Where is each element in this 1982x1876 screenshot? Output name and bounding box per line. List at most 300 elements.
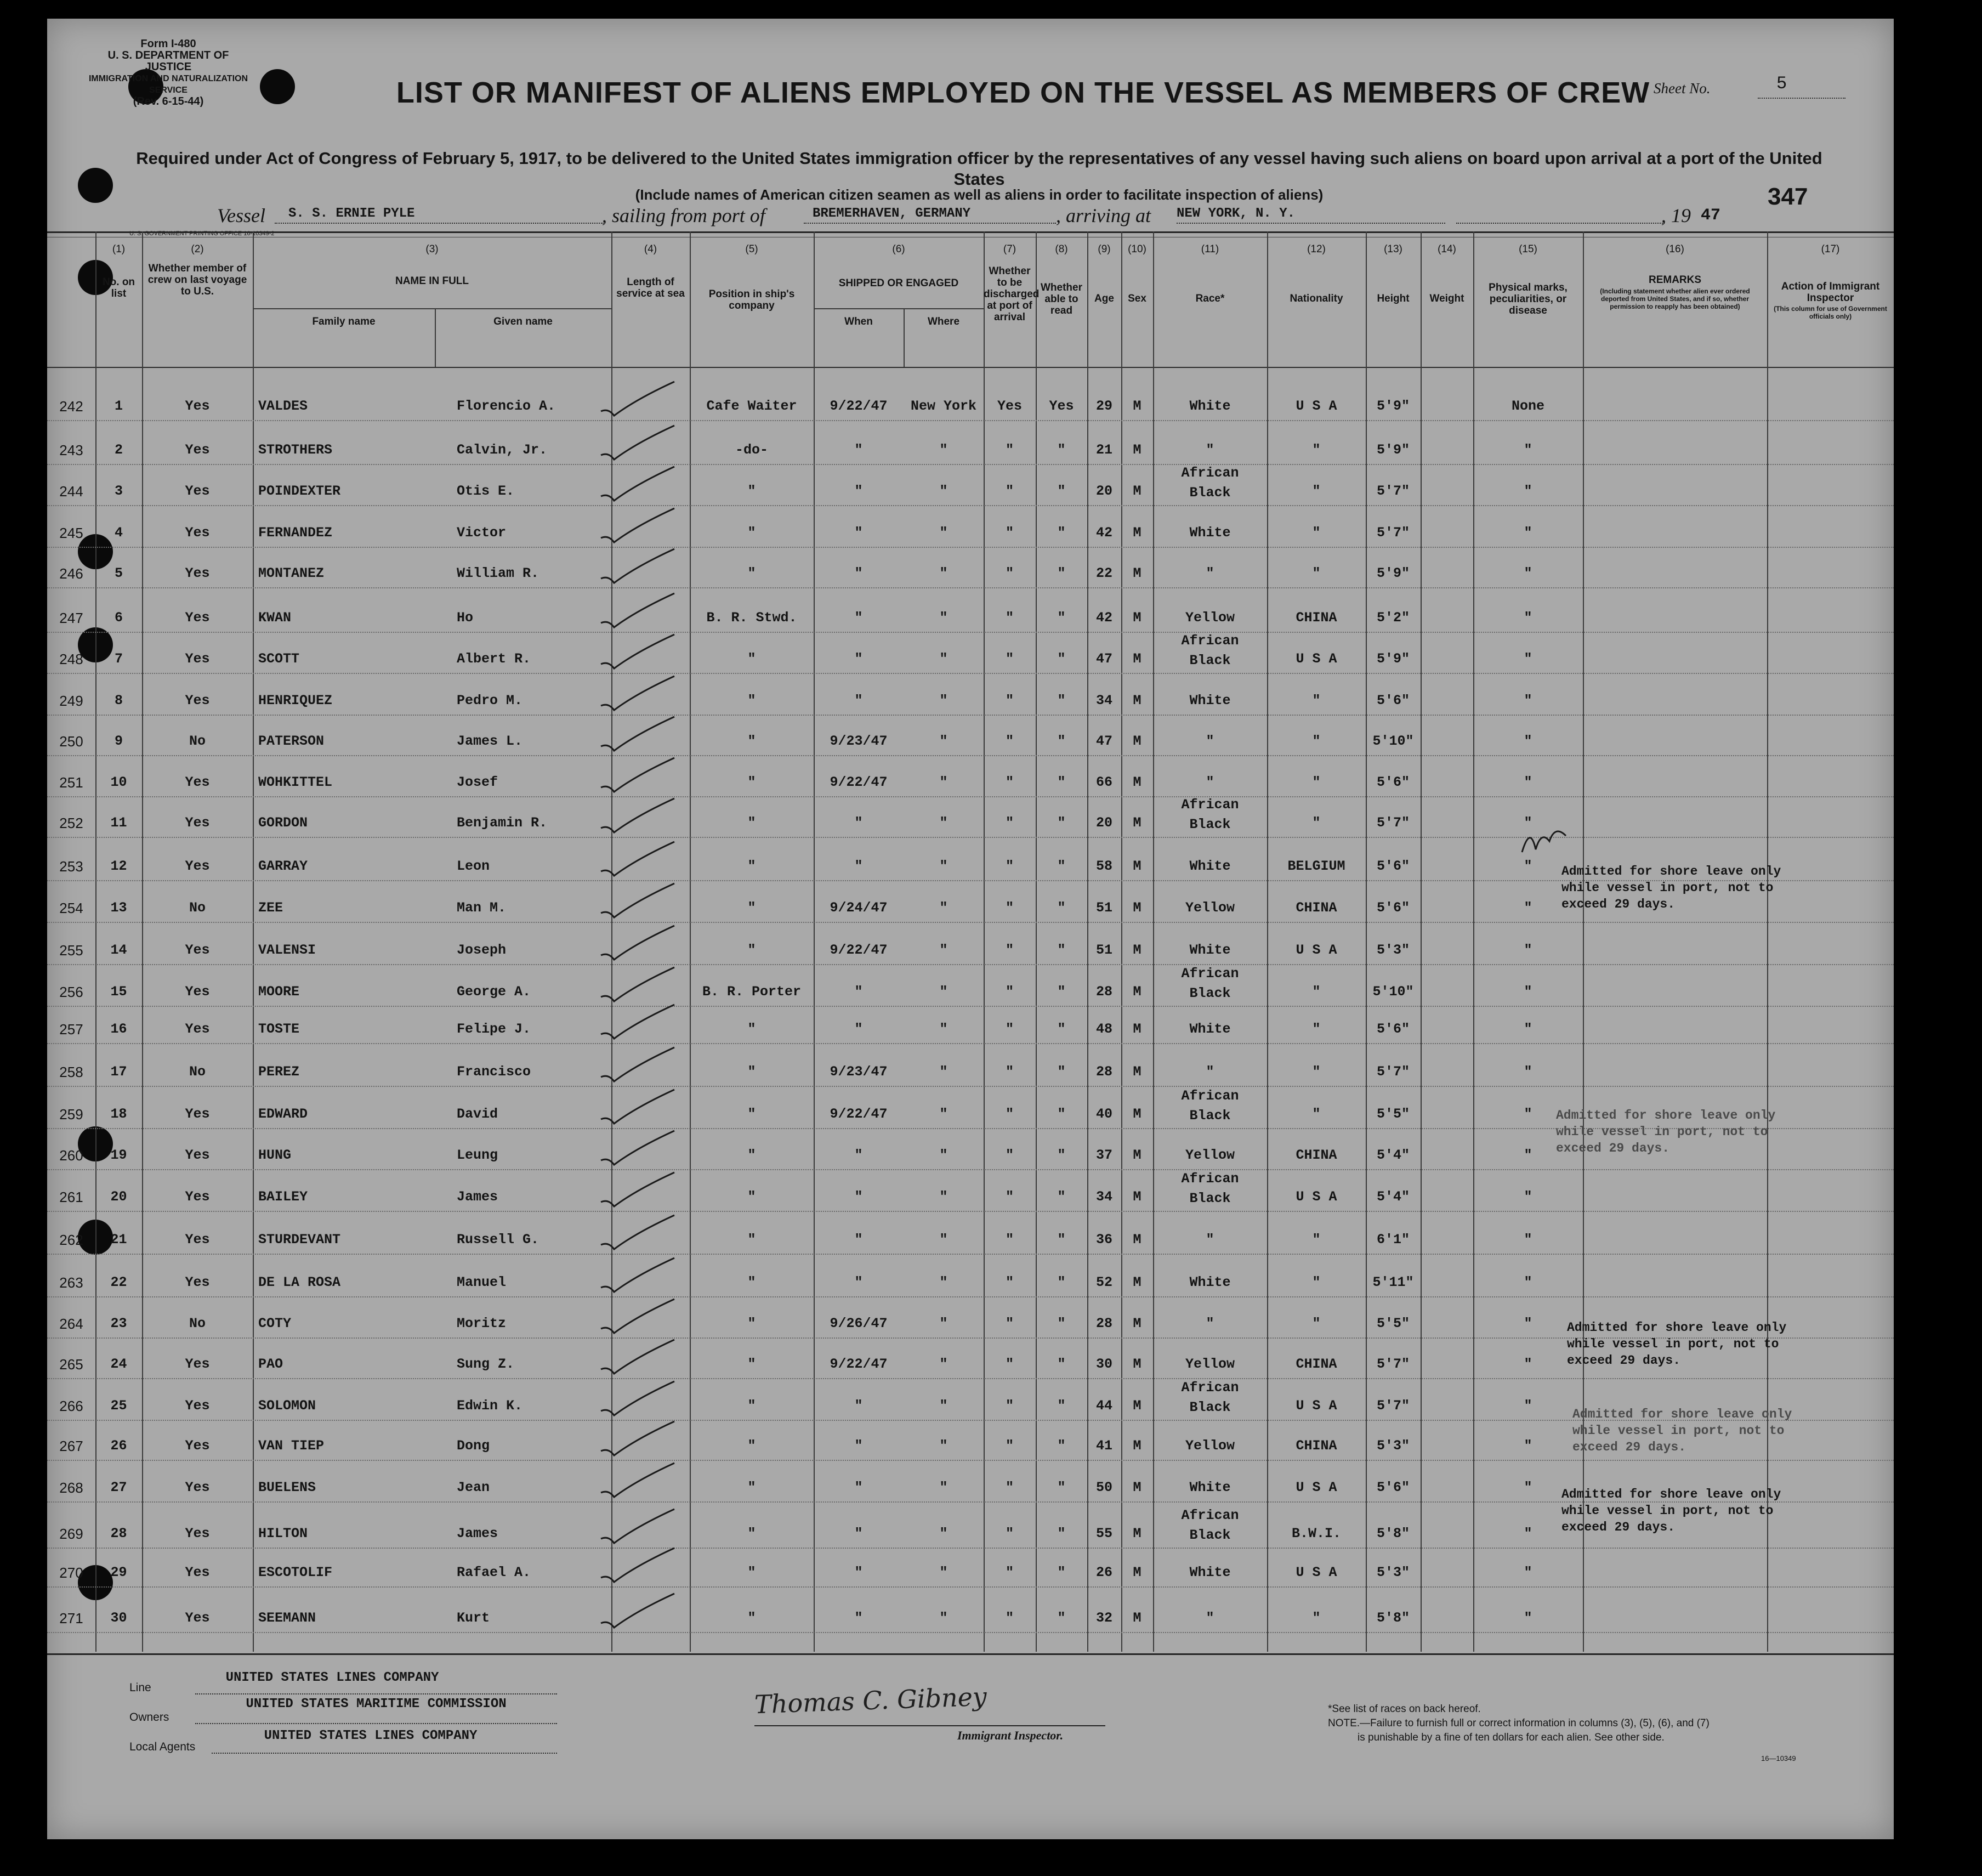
cell-age: 44 [1095,1398,1112,1414]
cell-sex: M [1133,1526,1142,1541]
cell-where: " [939,900,948,916]
page-title: LIST OR MANIFEST OF ALIENS EMPLOYED ON THE VESSEL AS MEMBERS OF CREW [396,76,1650,109]
column-header-c6a: When [844,316,873,327]
cell-family: DE LA ROSA [258,1274,341,1290]
cell-position: " [747,1356,756,1372]
cell-marks: " [1524,942,1532,958]
cell-no: 21 [110,1232,127,1248]
cell-given: James L. [457,733,523,749]
cell-sex: M [1133,858,1142,874]
cell-height: 5'7" [1376,525,1410,541]
cell-race: African Black [1181,797,1239,832]
cell-height: 5'8" [1376,1526,1410,1541]
cell-family: GORDON [258,815,308,831]
cell-where: " [939,1064,948,1080]
column-rule [253,231,254,1652]
cell-nationality: " [1312,442,1321,458]
cell-position: " [747,565,756,581]
check-mark-icon [598,504,680,551]
cell-marks: " [1524,1565,1532,1580]
cell-marks: " [1524,1064,1532,1080]
cell-family: ZEE [258,900,283,916]
cell-family: EDWARD [258,1106,308,1122]
cell-when: 9/22/47 [830,774,888,790]
cell-race: White [1189,1021,1231,1037]
cell-height: 5'6" [1376,774,1410,790]
cell-no: 16 [110,1021,127,1037]
cell-nationality: U S A [1296,1189,1337,1205]
column-number: (10) [1128,243,1146,255]
cell-position: " [747,1021,756,1037]
cell-no: 5 [114,565,123,581]
cell-crew: Yes [185,1106,210,1122]
cell-no: 22 [110,1274,127,1290]
cell-marks: " [1524,1021,1532,1037]
cell-race: Yellow [1185,1438,1235,1454]
cell-race: African Black [1181,1380,1239,1415]
column-rule [1421,231,1422,1652]
cell-family: FERNANDEZ [258,525,333,541]
cell-given: George A. [457,984,531,1000]
cell-nationality: U S A [1296,1565,1337,1580]
cell-read: " [1057,733,1066,749]
cell-no: 11 [110,815,127,831]
cell-height: 5'4" [1376,1147,1410,1163]
cell-read: " [1057,1147,1066,1163]
cell-race: White [1189,1274,1231,1290]
cell-when: " [854,565,863,581]
cell-position: " [747,693,756,709]
cell-race: " [1206,565,1214,581]
cell-family: PATERSON [258,733,325,749]
column-number: (4) [644,243,657,255]
column-number: (11) [1201,243,1219,255]
cell-marks: " [1524,1232,1532,1248]
cell-where: " [939,1398,948,1414]
cell-race: White [1189,693,1231,709]
remark-row-19: Admitted for shore leave only while vessel in port, not to exceed 29 days. [1556,1108,1776,1155]
cell-read: " [1057,1526,1066,1541]
remark-row-26: Admitted for shore leave only while vessel in port, not to exceed 29 days. [1572,1407,1792,1454]
sheet-no-value: 5 [1776,73,1787,94]
cell-where: " [939,774,948,790]
column-header-c2: Whether member of crew on last voyage to U.S. [147,263,247,297]
cell-race: Yellow [1185,1147,1235,1163]
row-rule [47,755,1894,756]
cell-race: " [1206,1316,1214,1331]
cell-read: " [1057,1189,1066,1205]
cell-read: " [1057,774,1066,790]
cell-given: Man M. [457,900,507,916]
arrival-line [1177,223,1445,224]
cell-no: 24 [110,1356,127,1372]
cell-age: 28 [1095,984,1112,1000]
row-rule [47,1254,1894,1255]
cell-when: " [854,442,863,458]
cell-read: " [1057,693,1066,709]
cell-no: 4 [114,525,123,541]
check-mark-icon [598,377,680,424]
cell-no: 12 [110,858,127,874]
cell-where: " [939,525,948,541]
cell-sex: M [1133,900,1142,916]
cell-nationality: " [1312,1021,1321,1037]
check-mark-icon [598,1254,680,1300]
cell-height: 5'7" [1376,1356,1410,1372]
column-header-c3a: Family name [312,316,376,327]
cell-when: 9/22/47 [830,942,888,958]
cell-discharged: " [1005,1356,1014,1372]
cell-race: " [1206,774,1214,790]
cell-read: " [1057,942,1066,958]
cell-position: " [747,1610,756,1626]
cell-where: " [939,942,948,958]
cell-read: " [1057,483,1066,499]
cell-marks: " [1524,483,1532,499]
punch-hole [78,168,113,203]
cell-height: 5'9" [1376,398,1410,414]
cell-discharged: " [1005,1147,1014,1163]
cell-race: African Black [1181,966,1239,1001]
cell-when: " [854,610,863,626]
cell-age: 51 [1095,942,1112,958]
cell-given: Ho [457,610,474,626]
cell-sex: M [1133,1565,1142,1580]
cell-family: VALDES [258,398,308,414]
cell-no: 3 [114,483,123,499]
column-header-c4: Length of service at sea [616,276,685,299]
column-header-c3: NAME IN FULL [395,275,469,287]
check-mark-icon [598,1168,680,1215]
cell-discharged: " [1005,565,1014,581]
cell-sex: M [1133,1189,1142,1205]
cell-read: " [1057,1316,1066,1331]
cell-where: " [939,1438,948,1454]
cell-nationality: CHINA [1296,900,1337,916]
cell-read: " [1057,610,1066,626]
cell-crew: Yes [185,1147,210,1163]
cell-position: " [747,733,756,749]
check-mark-icon [598,1085,680,1132]
cell-given: Albert R. [457,651,531,667]
cell-marks: " [1524,858,1532,874]
cell-read: " [1057,1021,1066,1037]
cell-no: 17 [110,1064,127,1080]
cell-position: " [747,1438,756,1454]
row-rule [47,632,1894,633]
cell-given: Leon [457,858,490,874]
cell-sex: M [1133,1610,1142,1626]
punch-hole [260,69,295,104]
cell-race: White [1189,398,1231,414]
cell-family: STROTHERS [258,442,333,458]
cell-margin: 255 [59,942,83,959]
cell-nationality: CHINA [1296,610,1337,626]
cell-discharged: " [1005,815,1014,831]
owners-field-rule [195,1723,557,1724]
cell-nationality: " [1312,984,1321,1000]
check-mark-icon [598,1211,680,1257]
cell-no: 28 [110,1526,127,1541]
cell-crew: Yes [185,815,210,831]
cell-family: BAILEY [258,1189,308,1205]
cell-height: 5'6" [1376,1021,1410,1037]
remark-row-24: Admitted for shore leave only while vessel in port, not to exceed 29 days. [1567,1320,1787,1368]
cell-position: " [747,1526,756,1541]
cell-margin: 263 [59,1274,83,1291]
cell-height: 5'11" [1372,1274,1414,1290]
column-number: (15) [1519,243,1537,255]
cell-when: " [854,1565,863,1580]
cell-when: " [854,525,863,541]
column-header-c8: Whether able to read [1041,282,1082,316]
cell-discharged: " [1005,651,1014,667]
cell-crew: Yes [185,942,210,958]
cell-age: 30 [1095,1356,1112,1372]
cell-margin: 266 [59,1398,83,1414]
sheet-no-line [1758,98,1845,99]
cell-marks: " [1524,565,1532,581]
cell-race: White [1189,1565,1231,1580]
cell-discharged: " [1005,858,1014,874]
cell-age: 21 [1095,442,1112,458]
cell-race: " [1206,1064,1214,1080]
cell-discharged: " [1005,1610,1014,1626]
cell-where: New York [910,398,977,414]
cell-position: " [747,1189,756,1205]
cell-read: " [1057,984,1066,1000]
column-subheader-c17sub: (This column for use of Government officials only) [1774,305,1887,320]
cell-crew: Yes [185,858,210,874]
cell-marks: " [1524,1147,1532,1163]
cell-height: 5'7" [1376,1064,1410,1080]
cell-given: William R. [457,565,539,581]
cell-nationality: CHINA [1296,1438,1337,1454]
cell-age: 42 [1095,610,1112,626]
cell-when: 9/22/47 [830,398,888,414]
cell-read: " [1057,1398,1066,1414]
header-bottom-rule [47,367,1894,368]
cell-margin: 242 [59,398,83,415]
cell-sex: M [1133,1274,1142,1290]
cell-marks: " [1524,1189,1532,1205]
cell-marks: " [1524,525,1532,541]
column-header-c5: Position in ship's company [708,288,795,311]
cell-when: " [854,1274,863,1290]
cell-discharged: " [1005,1064,1014,1080]
cell-where: " [939,984,948,1000]
cell-age: 58 [1095,858,1112,874]
cell-discharged: " [1005,1274,1014,1290]
cell-crew: Yes [185,651,210,667]
cell-read: " [1057,1232,1066,1248]
cell-no: 9 [114,733,123,749]
cell-discharged: " [1005,1398,1014,1414]
cell-discharged: " [1005,1189,1014,1205]
inspector-initials [1517,819,1571,866]
cell-given: Rafael A. [457,1565,531,1580]
cell-given: Jean [457,1480,490,1495]
cell-no: 6 [114,610,123,626]
cell-discharged: " [1005,900,1014,916]
cell-sex: M [1133,525,1142,541]
cell-nationality: U S A [1296,651,1337,667]
column-number: (13) [1384,243,1402,255]
cell-given: Josef [457,774,498,790]
cell-position: " [747,1565,756,1580]
cell-height: 5'6" [1376,900,1410,916]
cell-crew: Yes [185,1526,210,1541]
cell-race: " [1206,733,1214,749]
cell-margin: 265 [59,1356,83,1373]
cell-when: " [854,1232,863,1248]
cell-family: KWAN [258,610,292,626]
cell-family: VALENSI [258,942,316,958]
cell-where: " [939,442,948,458]
cell-where: " [939,1565,948,1580]
cell-when: " [854,984,863,1000]
row-rule [47,1086,1894,1087]
check-mark-icon [598,421,680,468]
cell-age: 32 [1095,1610,1112,1626]
cell-crew: Yes [185,442,210,458]
check-mark-icon [598,1295,680,1341]
column-header-c7: Whether to be discharged at port of arrival [984,265,1040,323]
cell-position: " [747,942,756,958]
cell-age: 50 [1095,1480,1112,1495]
cell-position: " [747,1480,756,1495]
cell-read: " [1057,525,1066,541]
cell-when: 9/23/47 [830,733,888,749]
cell-no: 10 [110,774,127,790]
cell-family: POINDEXTER [258,483,341,499]
cell-crew: Yes [185,1356,210,1372]
cell-discharged: " [1005,1021,1014,1037]
cell-when: 9/26/47 [830,1316,888,1331]
cell-age: 66 [1095,774,1112,790]
check-mark-icon [598,1000,680,1047]
cell-where: " [939,815,948,831]
cell-nationality: U S A [1296,1480,1337,1495]
cell-no: 8 [114,693,123,709]
cell-marks: " [1524,733,1532,749]
cell-margin: 245 [59,525,83,541]
cell-sex: M [1133,693,1142,709]
check-mark-icon [598,1417,680,1464]
cell-crew: Yes [185,1480,210,1495]
cell-when: " [854,1610,863,1626]
column-number: (16) [1666,243,1684,255]
cell-position: " [747,1316,756,1331]
cell-family: WOHKITTEL [258,774,333,790]
cell-margin: 250 [59,733,83,750]
cell-discharged: " [1005,525,1014,541]
cell-height: 5'6" [1376,693,1410,709]
row-rule [47,1043,1894,1044]
cell-margin: 252 [59,815,83,831]
vessel-name: S. S. ERNIE PYLE [288,206,415,221]
cell-read: " [1057,1610,1066,1626]
check-mark-icon [598,1589,680,1636]
cell-crew: No [189,733,206,749]
cell-marks: " [1524,1438,1532,1454]
cell-discharged: " [1005,442,1014,458]
inspector-signature: Thomas C. Gibney [754,1681,987,1720]
cell-age: 41 [1095,1438,1112,1454]
row-rule [47,796,1894,797]
cell-given: Leung [457,1147,498,1163]
cell-marks: " [1524,693,1532,709]
cell-sex: M [1133,1356,1142,1372]
cell-when: " [854,651,863,667]
cell-read: " [1057,1565,1066,1580]
column-subheader-c16sub: (Including statement whether alien ever ordered deported from United States, and if so, whether permission to reapply has been obtained) [1600,287,1750,310]
cell-marks: None [1511,398,1544,414]
cell-sex: M [1133,651,1142,667]
cell-given: Kurt [457,1610,490,1626]
cell-margin: 248 [59,651,83,667]
cell-age: 22 [1095,565,1112,581]
cell-age: 52 [1095,1274,1112,1290]
cell-marks: " [1524,815,1532,831]
cell-given: Dong [457,1438,490,1454]
cell-given: Felipe J. [457,1021,531,1037]
cell-family: MOORE [258,984,300,1000]
cell-marks: " [1524,1316,1532,1331]
column-number: (1) [112,243,126,255]
cell-no: 23 [110,1316,127,1331]
cell-sex: M [1133,1438,1142,1454]
cell-nationality: " [1312,733,1321,749]
cell-nationality: B.W.I. [1291,1526,1341,1541]
cell-crew: No [189,1316,206,1331]
cell-marks: " [1524,442,1532,458]
cell-margin: 249 [59,693,83,709]
cell-margin: 257 [59,1021,83,1038]
cell-age: 36 [1095,1232,1112,1248]
cell-where: " [939,1526,948,1541]
cell-no: 14 [110,942,127,958]
cell-marks: " [1524,1398,1532,1414]
cell-position: " [747,651,756,667]
cell-where: " [939,1274,948,1290]
print-office: U. S. GOVERNMENT PRINTING OFFICE 16-10349-2 [129,230,275,237]
cell-position: " [747,815,756,831]
cell-discharged: Yes [997,398,1022,414]
cell-sex: M [1133,1316,1142,1331]
cell-race: African Black [1181,1507,1239,1543]
cell-read: " [1057,900,1066,916]
cell-margin: 254 [59,900,83,916]
cell-position: B. R. Stwd. [706,610,797,626]
manifest-sheet [47,19,1894,1839]
cell-read: " [1057,1064,1066,1080]
cell-margin: 262 [59,1232,83,1248]
cell-read: " [1057,858,1066,874]
column-number: (17) [1821,243,1840,255]
cell-no: 30 [110,1610,127,1626]
cell-height: 5'10" [1372,984,1414,1000]
remark-row-28: Admitted for shore leave only while vessel in port, not to exceed 29 days. [1561,1487,1781,1534]
cell-race: " [1206,442,1214,458]
cell-where: " [939,1232,948,1248]
cell-family: TOSTE [258,1021,300,1037]
form-rev: (Rev. 6-15-44) [133,95,204,107]
cell-where: " [939,610,948,626]
row-rule [47,464,1894,465]
cell-position: " [747,483,756,499]
column-header-c12: Nationality [1290,293,1343,304]
